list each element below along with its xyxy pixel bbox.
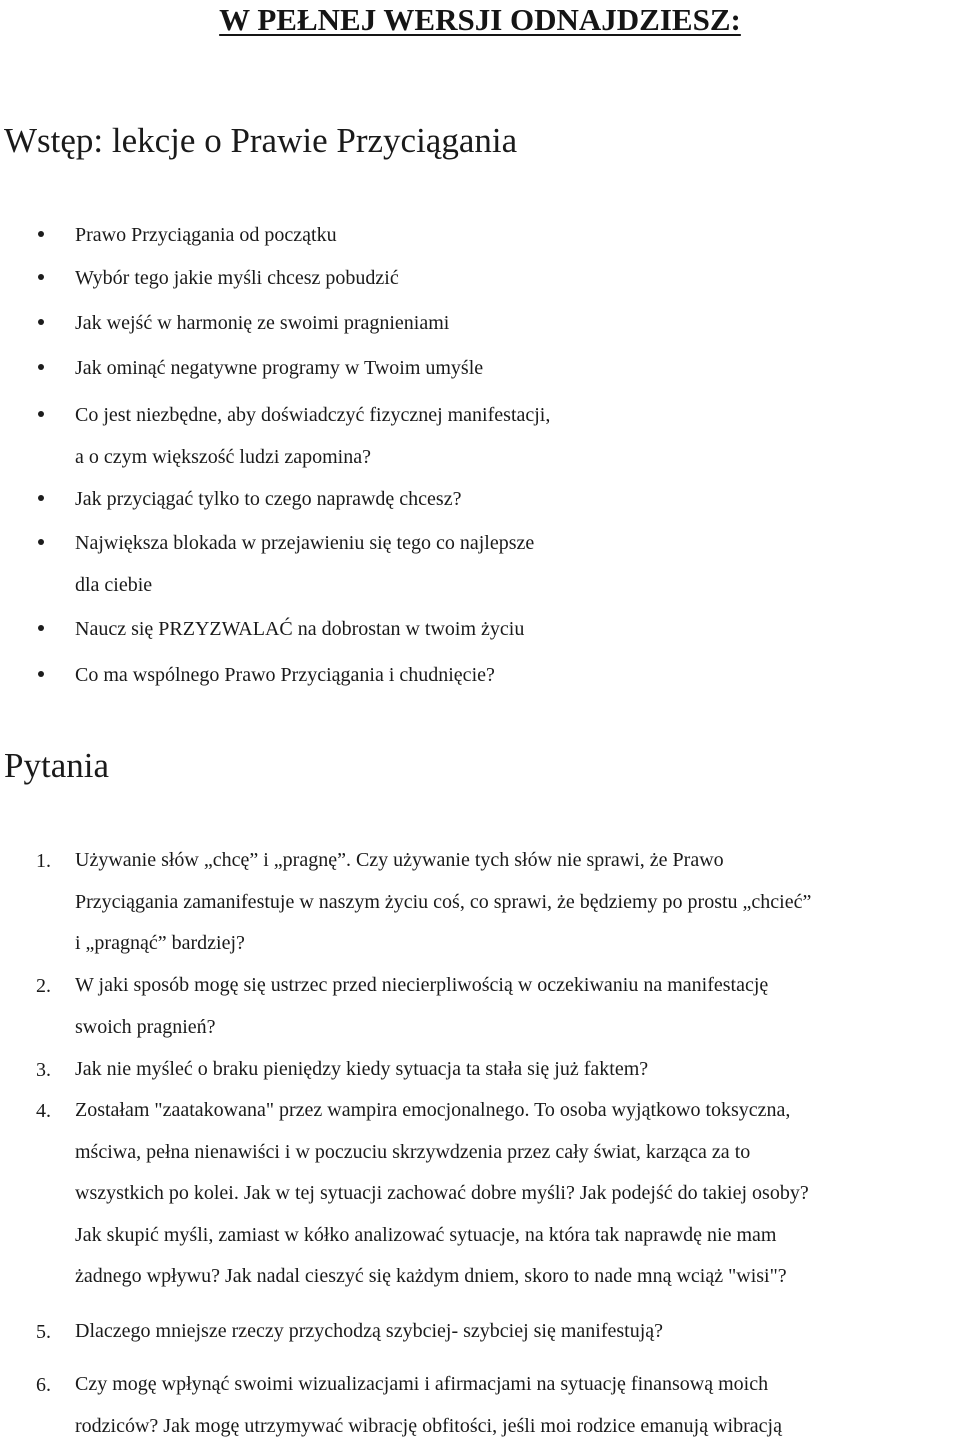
questions-heading: Pytania	[4, 746, 109, 785]
bullet-text: Wybór tego jakie myśli chcesz pobudzić	[75, 267, 399, 289]
bullet-dot-icon	[38, 671, 44, 677]
question-number: 4.	[36, 1100, 51, 1122]
bullet-text: Jak ominąć negatywne programy w Twoim umyśle	[75, 357, 484, 379]
question-number: 6.	[36, 1374, 51, 1396]
bullet-text: Naucz się PRZYZWALAĆ na dobrostan w twoim życiu	[75, 618, 525, 640]
bullet-dot-icon	[38, 231, 44, 237]
question-number: 5.	[36, 1321, 51, 1343]
bullet-text: Jak wejść w harmonię ze swoimi pragnieniami	[75, 312, 450, 334]
question-text: Używanie słów „chcę” i „pragnę”. Czy używanie tych słów nie sprawi, że Prawo Przyciągania zamanifestuje w naszym życiu coś, co sprawi, że będziemy po prostu „chcieć” i „pragnąć” bardziej?	[75, 849, 812, 954]
bullet-dot-icon	[38, 319, 44, 325]
bullet-dot-icon	[38, 495, 44, 501]
bullet-dot-icon	[38, 274, 44, 280]
question-number: 3.	[36, 1059, 51, 1081]
bullet-text: Prawo Przyciągania od początku	[75, 224, 337, 246]
question-number: 2.	[36, 975, 51, 997]
bullet-text: Największa blokada w przejawieniu się tego co najlepsze dla ciebie	[75, 532, 535, 596]
question-number: 1.	[36, 850, 51, 872]
bullet-dot-icon	[38, 364, 44, 370]
question-text: Czy mogę wpłynąć swoimi wizualizacjami i afirmacjami na sytuację finansową moich rodziców? Jak mogę utrzymywać wibrację obfitości, jeśli moi rodzice emanują wibracją	[75, 1373, 782, 1437]
bullet-text: Co jest niezbędne, aby doświadczyć fizycznej manifestacji, a o czym większość ludzi zapomina?	[75, 404, 551, 468]
question-text: Zostałam "zaatakowana" przez wampira emocjonalnego. To osoba wyjątkowo toksyczna, mściwa, pełna nienawiści i w poczuciu skrzywdzenia przez cały świat, karząca za to wszystkich po kolei. Jak w tej sytuacji zachować dobre myśli? Jak podejść do takiej osoby? Jak skupić myśli, zamiast w kółko analizować sytuacje, na która tak naprawdę nie mam żadnego wpływu? Jak nadal cieszyć się każdym dniem, skoro to nade mną wciąż "wisi"?	[75, 1099, 809, 1287]
question-text: W jaki sposób mogę się ustrzec przed niecierpliwością w oczekiwaniu na manifestację swoich pragnień?	[75, 974, 769, 1038]
intro-heading: Wstęp: lekcje o Prawie Przyciągania	[4, 121, 518, 160]
question-text: Jak nie myśleć o braku pieniędzy kiedy sytuacja ta stała się już faktem?	[75, 1058, 649, 1080]
document-title: W PEŁNEJ WERSJI ODNAJDZIESZ:	[219, 2, 741, 37]
bullet-text: Jak przyciągać tylko to czego naprawdę chcesz?	[75, 488, 462, 510]
bullet-dot-icon	[38, 411, 44, 417]
bullet-dot-icon	[38, 625, 44, 631]
bullet-dot-icon	[38, 539, 44, 545]
bullet-text: Co ma wspólnego Prawo Przyciągania i chudnięcie?	[75, 664, 495, 686]
question-text: Dlaczego mniejsze rzeczy przychodzą szybciej- szybciej się manifestują?	[75, 1320, 664, 1342]
